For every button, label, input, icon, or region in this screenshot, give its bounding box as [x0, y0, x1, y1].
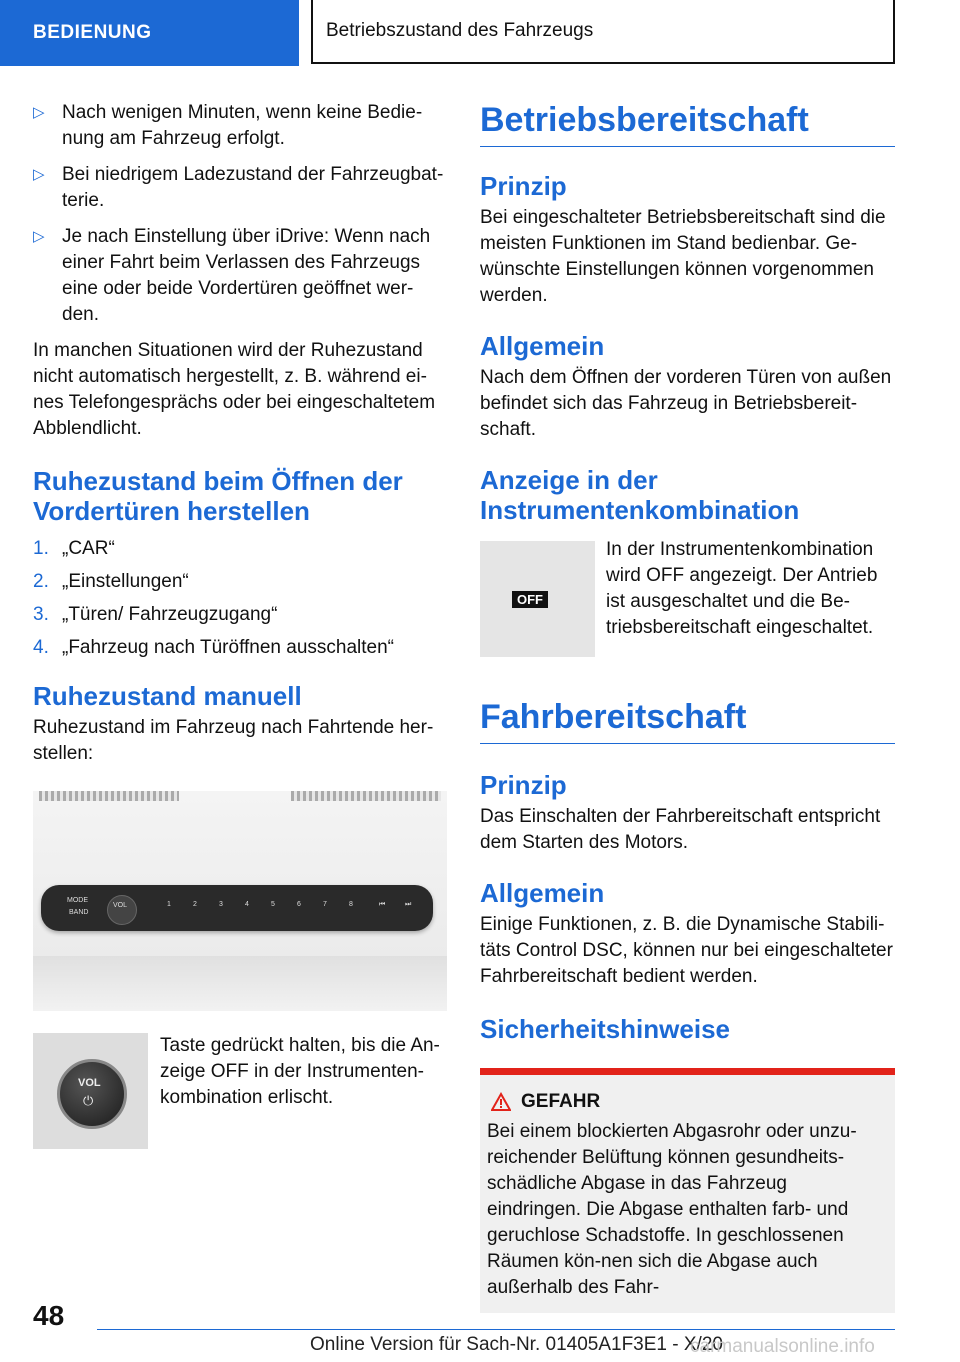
list-item	[33, 224, 447, 328]
bullet-text: Bei niedrigem Ladezustand der Fahrzeugbat-terie.	[62, 164, 444, 211]
steps-list	[33, 536, 447, 661]
preset-button: 5	[271, 901, 275, 908]
paragraph-prinzip: Bei eingeschalteter Betriebsbereitschaft sind die meisten Funktionen im Stand bedienbar. Ge-wünschte Einstellungen können vorgenommen werden.	[480, 207, 886, 306]
paragraph-allgemein: Nach dem Öffnen der vorderen Türen von außen befindet sich das Fahrzeug in Betriebsbereit-schaft.	[480, 367, 892, 440]
page-header	[0, 0, 960, 66]
watermark: carmanualsonline.info	[690, 1336, 875, 1357]
heading-prinzip: Prinzip	[480, 171, 567, 201]
skip-back-icon: ⏮	[379, 901, 386, 908]
triangle-bullet-icon: ▷	[33, 228, 45, 245]
paragraph-allgemein-2: Einige Funktionen, z. B. die Dynamische Stabili-täts Control DSC, können nur bei eingeschalteter Fahrbereitschaft bedient werden.	[480, 914, 893, 987]
right-column	[480, 100, 895, 1313]
power-icon: ⏻	[83, 1093, 94, 1108]
list-item	[33, 100, 447, 152]
step-text: „Türen/ Fahrzeugzugang“	[62, 604, 278, 625]
danger-bar	[480, 1068, 895, 1075]
paragraph-manuell: Ruhezustand im Fahrzeug nach Fahrtende her-stellen:	[33, 717, 434, 764]
knob-caption: Taste gedrückt halten, bis die An-zeige OFF in der Instrumenten-kombination erlischt.	[160, 1035, 440, 1108]
preset-button: 6	[297, 901, 301, 908]
list-item	[33, 635, 447, 661]
step-text: „CAR“	[62, 538, 115, 559]
vol-knob-photo	[33, 1033, 148, 1149]
step-number: 3.	[33, 604, 49, 625]
left-column	[33, 100, 447, 1149]
control-panel-photo	[33, 791, 447, 1011]
off-display-image	[480, 541, 595, 657]
preset-button: 3	[219, 901, 223, 908]
heading-manuell: Ruhezustand manuell	[33, 681, 302, 711]
list-item	[33, 602, 447, 628]
list-item	[33, 536, 447, 562]
danger-text: Bei einem blockierten Abgasrohr oder unzu-reichender Belüftung können gesundheits-schädliche Abgase in das Fahrzeug eindringen. Die Abgase enthalten farb- und geruchlose Schadstoffe. In geschlossenen Räumen kön-nen sich die Abgase auch außerhalb des Fahr-	[487, 1121, 857, 1298]
anzeige-section	[480, 541, 895, 659]
footer-rule	[97, 1329, 895, 1330]
skip-forward-icon: ⏭	[405, 901, 412, 908]
air-vent	[291, 791, 441, 801]
online-version-note: Online Version für Sach-Nr. 01405A1F3E1 - X/20	[310, 1334, 723, 1355]
heading-allgemein: Allgemein	[480, 331, 605, 361]
preset-button: 8	[349, 901, 353, 908]
off-badge: OFF	[512, 591, 548, 608]
paragraph-prinzip-2: Das Einschalten der Fahrbereitschaft entspricht dem Starten des Motors.	[480, 806, 881, 853]
heading-anzeige: Anzeige in der Instrumentenkombination	[480, 465, 800, 525]
radio-button-panel	[41, 885, 433, 931]
air-vent	[39, 791, 179, 801]
mode-button: MODE	[67, 897, 88, 904]
vol-knob	[107, 895, 137, 925]
paragraph-situations: In manchen Situationen wird der Ruhezustand nicht automatisch hergestellt, z. B. während ei-nes Telefongesprächs oder bei eingeschaltetem Abblendlicht.	[33, 340, 436, 439]
page-header-title: Betriebszustand des Fahrzeugs	[311, 0, 895, 64]
preset-button: 2	[193, 901, 197, 908]
preset-button: 1	[167, 901, 171, 908]
paragraph-anzeige: In der Instrumentenkombination wird OFF angezeigt. Der Antrieb ist ausgeschaltet und die Be-triebsbereitschaft eingeschaltet.	[606, 539, 878, 638]
step-number: 1.	[33, 538, 49, 559]
step-text: „Fahrzeug nach Türöffnen ausschalten“	[62, 637, 394, 658]
vol-knob-label: VOL	[78, 1077, 101, 1089]
warning-triangle-icon	[491, 1092, 511, 1112]
danger-callout	[480, 1068, 895, 1313]
preset-button: 7	[323, 901, 327, 908]
preset-button: 4	[245, 901, 249, 908]
danger-box	[480, 1075, 895, 1313]
heading-prinzip-2: Prinzip	[480, 770, 567, 800]
danger-title: GEFAHR	[521, 1091, 601, 1112]
heading-ruhe-tueren: Ruhezustand beim Öffnen der Vordertüren herstellen	[33, 466, 403, 526]
danger-header	[487, 1091, 886, 1113]
page-number: 48	[33, 1300, 65, 1331]
step-text: „Einstellungen“	[62, 571, 189, 592]
bullet-text: Je nach Einstellung über iDrive: Wenn nach einer Fahrt beim Verlassen des Fahrzeugs eine oder beide Vordertüren geöffnet wer-den.	[62, 226, 431, 325]
console-surface	[33, 956, 447, 1011]
step-number: 2.	[33, 571, 49, 592]
knob-section	[33, 1033, 447, 1149]
heading-sicherheit: Sicherheitshinweise	[480, 1014, 730, 1044]
section-label: BEDIENUNG	[0, 0, 299, 66]
bullet-text: Nach wenigen Minuten, wenn keine Bedie-nung am Fahrzeug erfolgt.	[62, 102, 423, 149]
bullet-list	[33, 100, 447, 328]
step-number: 4.	[33, 637, 49, 658]
heading-allgemein-2: Allgemein	[480, 878, 605, 908]
list-item	[33, 569, 447, 595]
triangle-bullet-icon: ▷	[33, 104, 45, 121]
vol-label: VOL	[113, 902, 128, 909]
triangle-bullet-icon: ▷	[33, 166, 45, 183]
heading-fahrbereitschaft: Fahrbereitschaft	[480, 697, 895, 744]
list-item	[33, 162, 447, 214]
heading-betriebsbereitschaft: Betriebsbereitschaft	[480, 100, 895, 147]
band-button: BAND	[69, 909, 89, 916]
